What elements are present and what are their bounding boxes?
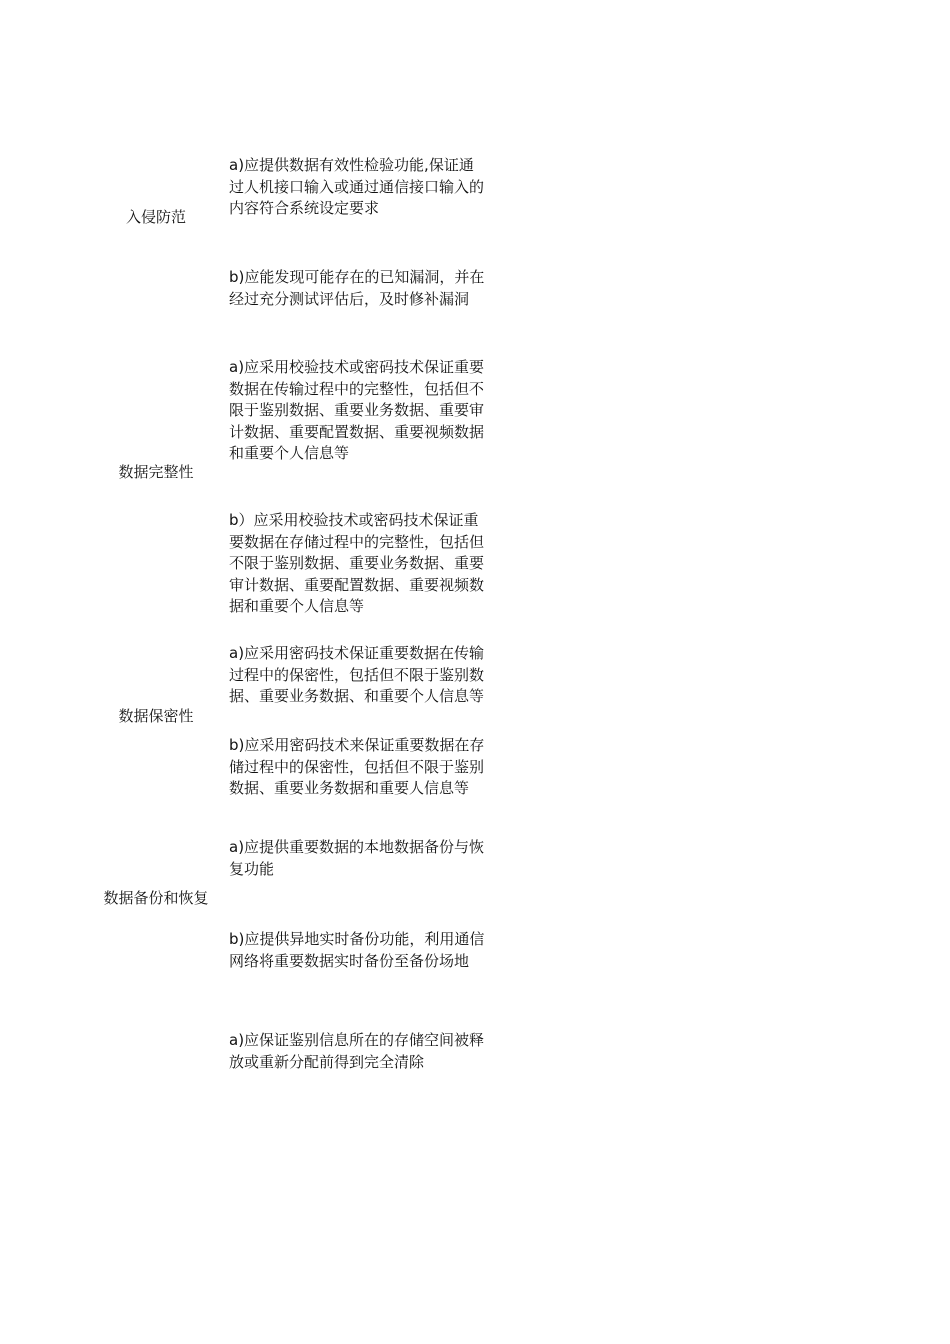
requirement-line: 过人机接口输入或通过通信接口输入的 <box>229 177 485 196</box>
requirement-line: 计数据、重要配置数据、重要视频数据 <box>229 422 485 441</box>
requirement-item <box>229 929 511 972</box>
requirement-item <box>229 735 511 800</box>
requirement-line: 据和重要个人信息等 <box>229 597 365 615</box>
requirement-line: 审计数据、重要配置数据、重要视频数 <box>229 575 485 594</box>
category-data-integrity: 数据完整性 <box>118 463 194 481</box>
requirement-line: a)应提供重要数据的本地数据备份与恢 <box>229 838 485 856</box>
requirement-line: a)应采用校验技术或密码技术保证重要 <box>229 358 485 376</box>
requirement-line: a)应提供数据有效性检验功能,保证通 <box>229 156 474 174</box>
requirement-line: 储过程中的保密性，包括但不限于鉴别 <box>229 757 485 776</box>
requirement-item <box>229 155 511 220</box>
requirement-line: b)应能发现可能存在的已知漏洞，并在 <box>229 268 485 286</box>
requirement-line: 数据、重要业务数据和重要人信息等 <box>229 779 470 797</box>
category-intrusion-prevention: 入侵防范 <box>125 208 186 226</box>
requirement-item <box>229 510 511 618</box>
requirement-line: 要数据在存储过程中的完整性，包括但 <box>229 532 485 551</box>
requirement-line: a)应采用密码技术保证重要数据在传输 <box>229 644 485 662</box>
requirement-line: 限于鉴别数据、重要业务数据、重要审 <box>229 401 485 419</box>
requirement-line: 放或重新分配前得到完全清除 <box>229 1052 425 1071</box>
requirement-line: b)应采用密码技术来保证重要数据在存 <box>229 736 485 754</box>
requirement-line: 数据在传输过程中的完整性，包括但不 <box>229 379 485 398</box>
requirement-line: a)应保证鉴别信息所在的存储空间被释 <box>229 1031 485 1049</box>
requirement-item <box>229 1030 511 1073</box>
requirement-line: b)应提供异地实时备份功能，利用通信 <box>229 930 485 948</box>
requirement-item <box>229 357 511 465</box>
requirement-item <box>229 643 511 708</box>
category-data-confidentiality: 数据保密性 <box>118 707 194 725</box>
category-data-backup-recovery: 数据备份和恢复 <box>103 889 209 907</box>
requirement-line: 过程中的保密性，包括但不限于鉴别数 <box>229 665 485 684</box>
requirement-line: 不限于鉴别数据、重要业务数据、重要 <box>229 554 485 572</box>
requirement-line: 网络将重要数据实时备份至备份场地 <box>229 951 470 970</box>
requirement-line: 内容符合系统设定要求 <box>229 199 380 217</box>
requirement-line: 经过充分测试评估后，及时修补漏洞 <box>229 289 470 308</box>
requirement-line: 和重要个人信息等 <box>229 444 350 462</box>
requirement-line: 据、重要业务数据、和重要个人信息等 <box>229 687 485 705</box>
requirement-line: 复功能 <box>229 859 275 878</box>
requirement-item <box>229 837 511 880</box>
requirement-item <box>229 267 511 310</box>
requirement-line: b）应采用校验技术或密码技术保证重 <box>229 511 479 529</box>
